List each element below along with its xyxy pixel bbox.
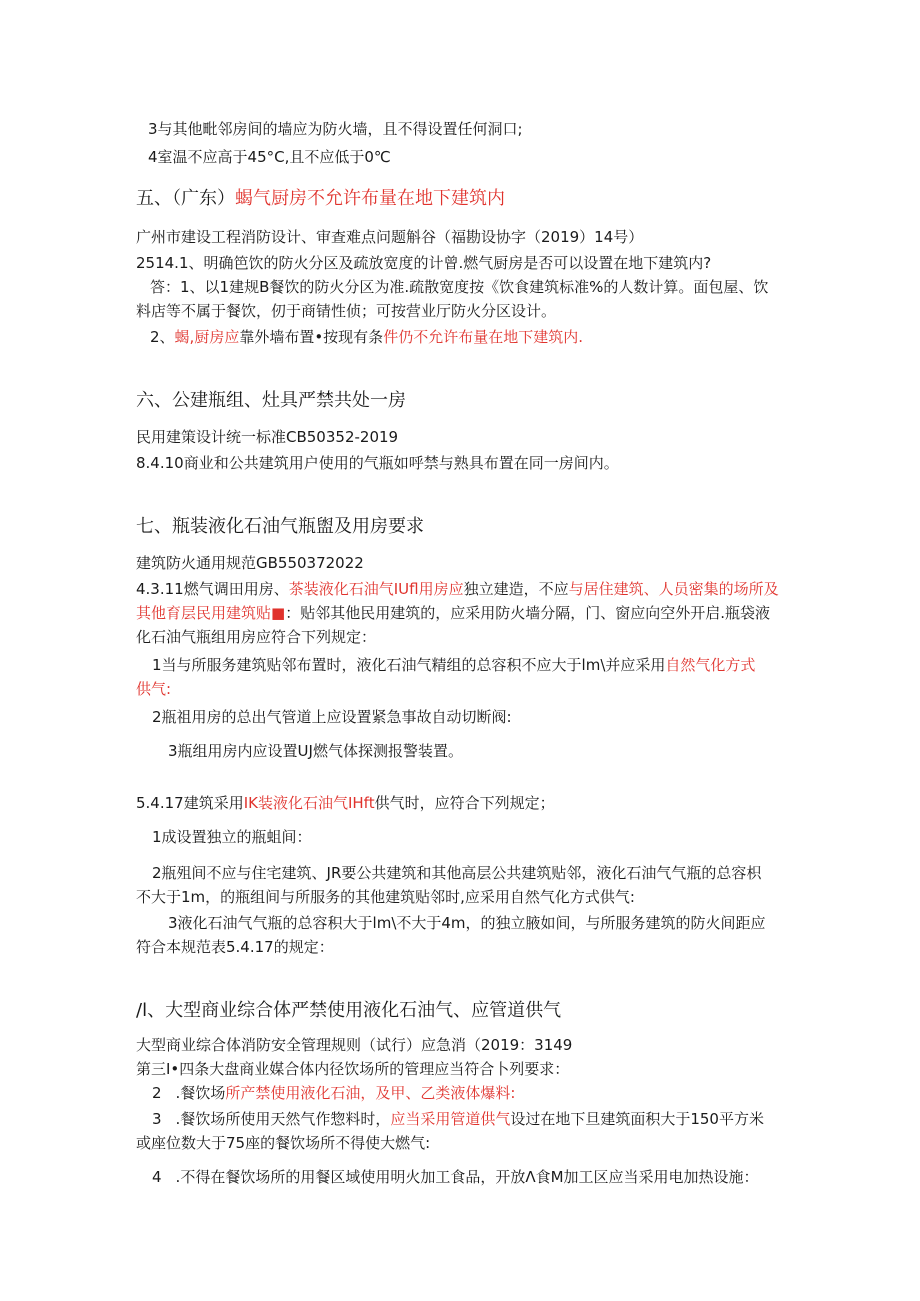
section7-clause1-line1: [136, 578, 779, 600]
section5-answer2: [150, 326, 583, 348]
section8-heading: /l、大型商业综合体严禁使用液化石油气、应管道供气: [136, 1000, 562, 1021]
text-span: .餐饮场: [175, 1084, 226, 1102]
highlight-span: 自然气化方式: [665, 656, 756, 674]
text-span: .不得在餐饮场所的用餐区域使用明火加工食品，开放Λ食M加工区应当采用电加热设施：: [175, 1168, 759, 1186]
text-span: 5.4.17建筑采用: [136, 794, 244, 812]
item-number: 4: [152, 1168, 162, 1186]
section7-clause1-line3: 化石油气瓶组用房应符合下列规定：: [136, 628, 377, 646]
section5-answer2-mid: 靠外墙布置•按现有条: [239, 328, 384, 346]
section5-heading-prefix: 五、（广东）: [136, 188, 235, 209]
section5-heading-highlight: 蝎气厨房不允许布量在地下建筑内: [235, 188, 505, 209]
section8-item3-line1: [152, 1108, 764, 1130]
section7-heading: 七、瓶装液化石油气瓶盥及用房要求: [136, 516, 424, 537]
section6-source: 民用建策设计统一标准CB50352-2019: [136, 428, 399, 446]
section5-answer2-num: 2、: [150, 328, 175, 346]
section8-item2: [152, 1082, 515, 1104]
section5-answer2-red2: 件仍不允许布量在地下建筑内.: [383, 328, 583, 346]
section7-clause2-item2-line2: 不大于1m，的瓶组间与所服务的其他建筑贴邻时,应采用自然气化方式供气:: [136, 888, 635, 906]
intro-item-4: 4室温不应高于45°C,且不应低于0℃: [148, 148, 391, 166]
section8-source: 大型商业综合体消防安全管理规则（试行）应急消（2019：3149: [136, 1036, 573, 1054]
section7-clause1-line2: [136, 602, 770, 624]
section5-source: 广州市建设工程消防设计、审查难点问题斛谷（福勘设协字（2019）14号）: [136, 228, 644, 246]
section8-item3-line2: 或座位数大于75座的餐饮场所不得使大燃气:: [136, 1134, 431, 1152]
section7-clause2-item2-line1: 2瓶殂间不应与住宅建筑、JR要公共建筑和其他高层公共建筑贴邻，液化石油气气瓶的总容枳: [152, 864, 762, 882]
section5-answer2-red1: 蝎,厨房应: [174, 328, 240, 346]
section8-clause: 第三I•四条大盘商业媒合体内径饮场所的管理应当符合卜列要求：: [136, 1060, 570, 1078]
text-span: 4.3.11燃气调田用房、: [136, 580, 289, 598]
section7-item2: 2瓶祖用房的总出气管道上应设置紧急事故自动切断阀:: [152, 708, 512, 726]
section5-answer1-line1: 答：1、以1建规B餐饮的防火分区为准.疏散宽度按《饮食建筑标准%的人数计算。面包屋、饮: [150, 278, 769, 296]
text-span: .餐饮场所使用天然气作惣料时，: [175, 1110, 391, 1128]
section5-question: 2514.1、明确笆饮的防火分区及疏放宽度的计曾.燃气厨房是否可以设置在地下建筑内?: [136, 254, 712, 272]
section8-item4: [152, 1166, 759, 1188]
item-number: 2: [152, 1084, 162, 1102]
text-span: 设过在地下旦建筑面积大于150平方米: [510, 1110, 764, 1128]
highlight-span: 所产禁使用液化石油，及甲、乙类液体爆料:: [225, 1084, 516, 1102]
item-number: 3: [152, 1110, 162, 1128]
highlight-span: 与居住建筑、人员密集的场所及: [568, 580, 779, 598]
section6-clause: 8.4.10商业和公共建筑用户使用的气瓶如呼禁与熟具布置在同一房间内。: [136, 454, 619, 472]
section6-heading: 六、公建瓶组、灶具严禁共处一房: [136, 390, 406, 411]
section5-heading: [136, 186, 505, 212]
text-span: ：贴邻其他民用建筑的，应采用防火墙分隔，门、窗应向空外开启.瓶袋液: [285, 604, 770, 622]
highlight-span: 茶装液化石油气IUfl用房应: [288, 580, 464, 598]
section5-answer1-line2: 料店等不属于餐饮，仞于商锖性侦；可按营业厅防火分区设计。: [136, 302, 557, 320]
section7-clause2-item3-line2: 符合本规范表5.4.17的规定：: [136, 938, 334, 956]
highlight-span: 其他育层民用建筑贴■: [136, 604, 286, 622]
section7-clause2-item1: 1成设置独立的瓶蛆间：: [152, 828, 312, 846]
text-span: 独立建造，不应: [463, 580, 569, 598]
text-span: 1当与所服务建筑贴邻布置时，液化石油气精组的总容积不应大于lm\并应采用: [152, 656, 666, 674]
section7-item1-line2: 供气:: [136, 680, 172, 698]
section7-item3: 3瓶组用房内应设置UJ燃气体探测报警装置。: [168, 742, 463, 760]
highlight-span: 应当采用管道供气: [390, 1110, 511, 1128]
section7-item1-line1: [152, 654, 755, 676]
section7-clause2-item3-line1: 3液化石油气气瓶的总容积大于lm\不大于4m，的独立腋如间，与所服务建筑的防火间距应: [168, 914, 766, 932]
highlight-span: IK装液化石油气IHft: [243, 794, 375, 812]
text-span: 供气时，应符合下列规定；: [374, 794, 555, 812]
section7-source: 建筑防火通用规范GB550372022: [136, 554, 364, 572]
section7-clause2: [136, 792, 555, 814]
intro-item-3: 3与其他毗邻房间的墙应为防火墙，且不得设置任何洞口;: [148, 120, 523, 138]
